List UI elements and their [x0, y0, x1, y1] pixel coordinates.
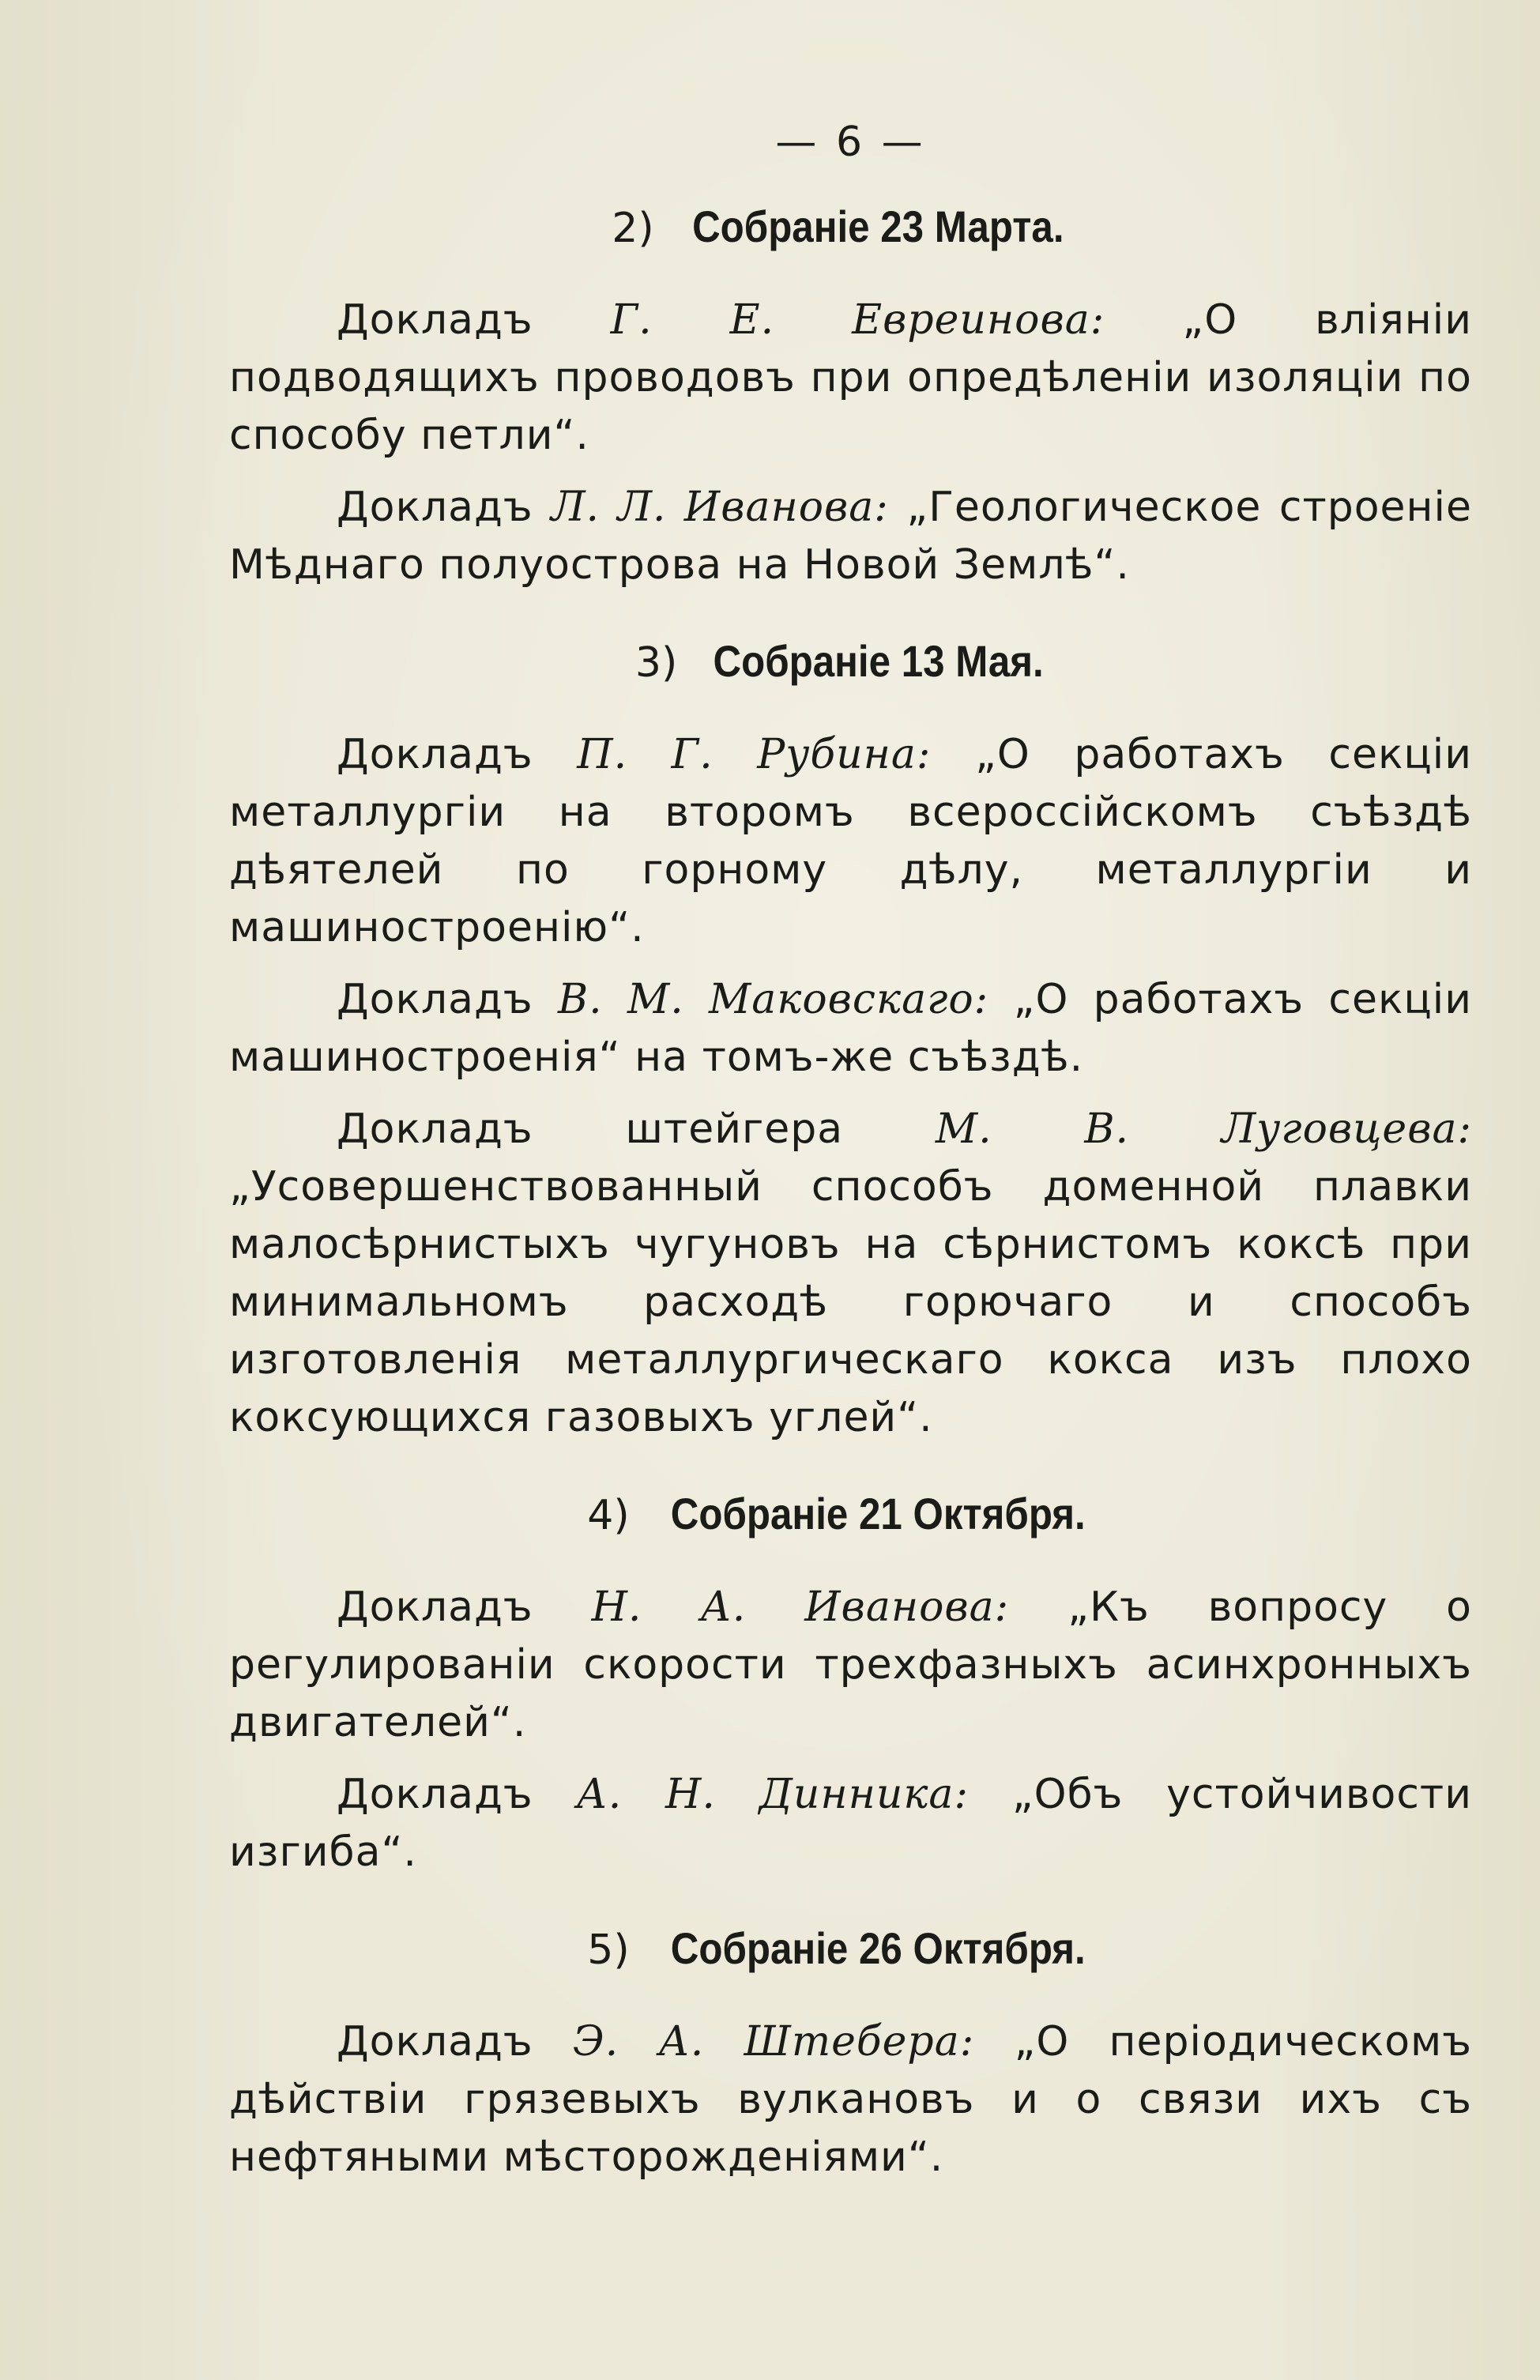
section-title [229, 201, 1472, 252]
report-lead: Докладъ [337, 976, 533, 1023]
report-text: „Объ устойчивости изгиба“. [229, 1771, 1473, 1876]
report-author: Э. А. Штебера: [572, 2018, 975, 2066]
section-meeting-october-26 [229, 1922, 1472, 2186]
report-text: „О работахъ секціи машиностроенія“ на томъ-же съѣздѣ. [229, 976, 1473, 1081]
report-entry [229, 1101, 1472, 1447]
section-heading: Собраніе 23 Марта. [692, 201, 1064, 251]
report-lead: Докладъ [337, 1584, 533, 1631]
section-title [229, 1922, 1472, 1974]
report-entry [229, 1766, 1472, 1881]
report-text: „Къ вопросу о регулированіи скорости трехфазныхъ асинхронныхъ двигателей“. [229, 1584, 1472, 1746]
report-author: А. Н. Динника: [576, 1771, 969, 1818]
section-title [229, 1488, 1472, 1539]
report-author: Н. А. Иванова: [591, 1584, 1010, 1631]
section-meeting-march-23 [229, 201, 1472, 594]
report-text: „О періодическомъ дѣйствіи грязевыхъ вулкановъ и о связи ихъ съ нефтяными мѣсторожденіями“. [229, 2018, 1473, 2181]
report-lead: Докладъ [337, 731, 533, 778]
report-entry [229, 971, 1472, 1086]
report-lead: Докладъ [337, 2018, 533, 2066]
report-entry [229, 726, 1472, 957]
report-entry [229, 1579, 1472, 1752]
section-heading: Собраніе 26 Октября. [670, 1923, 1086, 1973]
report-text: „О вліяніи подводящихъ проводовъ при опредѣленіи изоляціи по способу петли“. [229, 296, 1473, 459]
report-entry [229, 292, 1472, 465]
report-author: Г. Е. Евреинова: [610, 296, 1105, 344]
section-title [229, 635, 1472, 687]
report-entry [229, 2013, 1472, 2186]
report-text: „Усовершенствованный способъ доменной плавки малосѣрнистыхъ чугуновъ на сѣрнистомъ коксѣ при минимальномъ расходѣ горючаго и способъ изготовленія металлургическаго кокса изъ плохо коксующихся газовыхъ углей“. [229, 1163, 1472, 1441]
section-heading: Собраніе 13 Мая. [713, 636, 1044, 686]
report-author: Л. Л. Иванова: [551, 484, 889, 531]
section-number: 2) [612, 205, 654, 252]
report-lead: Докладъ [337, 1771, 533, 1818]
report-author: П. Г. Рубина: [577, 731, 932, 778]
report-author: М. В. Луговцева: [935, 1105, 1472, 1153]
section-heading: Собраніе 21 Октября. [670, 1489, 1086, 1538]
report-text: „О работахъ секціи металлургіи на второмъ всероссійскомъ съѣздѣ дѣятелей по горному дѣлу, металлургіи и машиностроенію“. [229, 731, 1473, 951]
section-meeting-october-21 [229, 1488, 1472, 1881]
section-number: 3) [634, 639, 678, 687]
report-lead: Докладъ [337, 296, 533, 344]
section-number: 4) [587, 1492, 630, 1539]
section-meeting-may-13 [229, 635, 1472, 1447]
report-author: В. М. Маковскаго: [557, 976, 989, 1023]
report-text: „Геологическое строеніе Мѣднаго полуострова на Новой Землѣ“. [229, 484, 1472, 589]
report-lead: Докладъ [337, 484, 533, 531]
report-lead: Докладъ штейгера [337, 1105, 844, 1153]
page-number: — 6 — [775, 119, 926, 166]
report-entry [229, 479, 1472, 594]
section-number: 5) [587, 1926, 630, 1974]
